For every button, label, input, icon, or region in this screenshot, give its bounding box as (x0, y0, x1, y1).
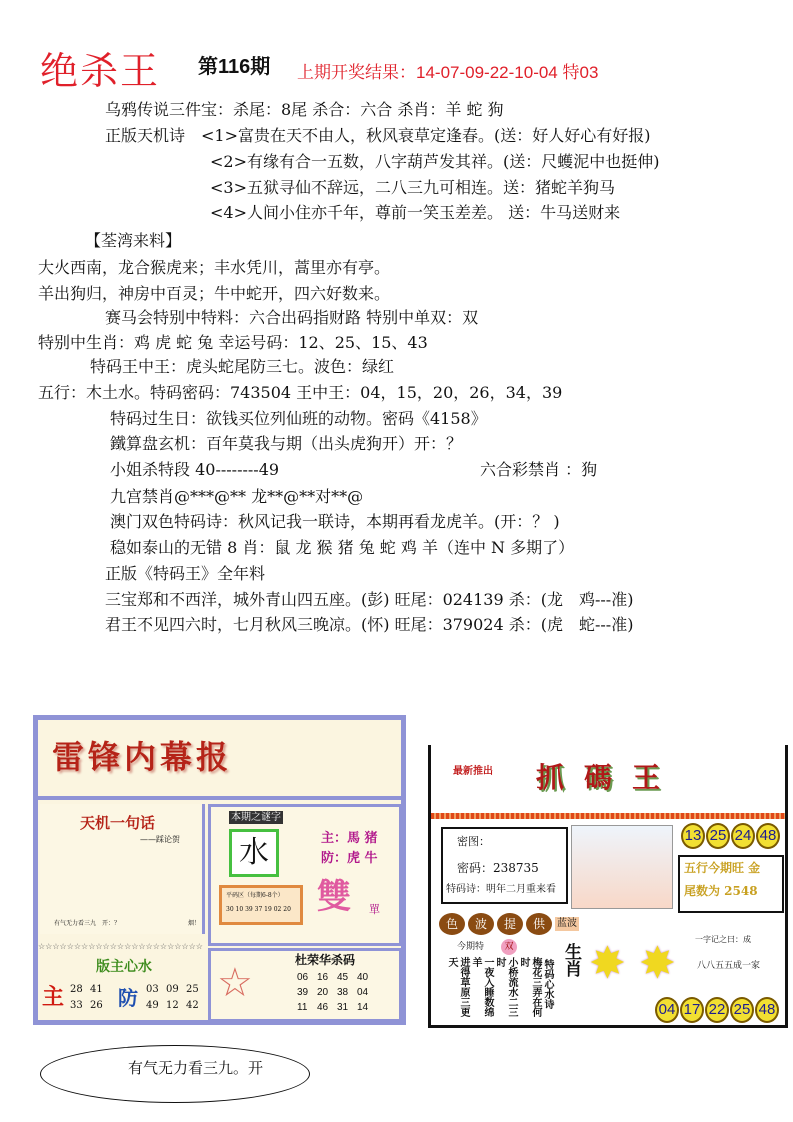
text-line: 特别中生肖：鸡 虎 蛇 兔 幸运号码：12、25、15、43 (38, 333, 428, 352)
tag: 供 (526, 913, 552, 935)
number: 41 (90, 984, 103, 995)
text-line: 君王不见四六时，七月秋风三晚凉。(怀) 旺尾：379024 杀：(虎 蛇---准) (105, 615, 634, 634)
text-line: <4>人间小住亦千年，尊前一笑玉差差。 送：牛马送财来 (210, 203, 621, 222)
balls-top (681, 823, 781, 849)
number: 12 (166, 1000, 179, 1011)
new-label: 最新推出 (453, 766, 493, 777)
number: 20 (317, 987, 329, 998)
poem-column: 小桥流水二三时 (494, 957, 517, 1017)
text-line: 稳如泰山的无错 8 肖：鼠 龙 猴 猪 兔 蛇 鸡 羊（连中 N 多期了） (110, 538, 575, 557)
text-line: 特码过生日：欲钱买位列仙班的动物。密码《4158》 (110, 409, 487, 428)
word-box (208, 804, 402, 946)
ping-numbers: 30 10 39 37 19 02 20 (226, 906, 291, 913)
number: 25 (186, 984, 199, 995)
zhu-numbers (70, 984, 110, 1012)
text-line: 特码王中王：虎头蛇尾防三七。波色：绿红 (90, 357, 395, 376)
text-line: 九宫禁肖@***@** 龙**@**对**@ (110, 487, 364, 506)
number: 09 (166, 984, 179, 995)
word-title: 本期之谜字 (231, 812, 281, 823)
banzhu-title: 版主心水 (96, 959, 152, 975)
yizi-text: 一字记之曰：成 (695, 935, 751, 944)
section-heading: 【荃湾来料】 (85, 231, 182, 250)
number-ball: 48 (756, 823, 780, 849)
kill-numbers (297, 971, 377, 1014)
mitu-label: 密图： (457, 835, 490, 848)
number-ball: 48 (755, 997, 779, 1023)
weishu: 尾数为 2548 (684, 884, 758, 898)
text-line: 鐵算盘玄机：百年莫我与期（出头虎狗开）开：？ (110, 434, 463, 453)
text-line: 澳门双色特码诗：秋风记我一联诗，本期再看龙虎羊。(开：？ ) (110, 512, 560, 531)
number-ball: 25 (706, 823, 730, 849)
text-line: 乌鸦传说三件宝：杀尾：8尾 杀合：六合 杀肖：羊 蛇 狗 (105, 100, 504, 119)
number: 38 (337, 987, 349, 998)
mima: 密码：238735 (457, 861, 539, 875)
tag-extra: 蓝波 (557, 918, 577, 929)
number-ball: 24 (731, 823, 755, 849)
fang-zodiac: 防：虎 牛 (321, 851, 378, 866)
tianji-sub: ——踩论贺 (140, 835, 180, 844)
ping-box (219, 885, 303, 925)
text-line: 三宝郑和不西洋，城外青山四五座。(彭) 旺尾：024139 杀：(龙 鸡---准) (105, 590, 634, 609)
tag: 色 (439, 913, 465, 935)
number: 49 (146, 1000, 159, 1011)
zhu-label: 主 (42, 984, 65, 1010)
zhuamawang-panel (428, 745, 788, 1028)
tag: 提 (497, 913, 523, 935)
text-line: <3>五狱寻仙不辞远，二八三九可相连。送：猪蛇羊狗马 (210, 178, 615, 197)
number: 45 (337, 972, 349, 983)
jinqi-label: 今期特 (457, 942, 485, 952)
balls-bottom (655, 997, 780, 1023)
decoration-glyph-icon: ☆ (217, 960, 253, 1006)
tags (439, 913, 579, 935)
fang-label: 防 (118, 986, 138, 1010)
zhu-zodiac: 主：馬 猪 (321, 831, 378, 846)
cloud-text: 有气无力看三九。开 (128, 1059, 264, 1077)
number-ball: 04 (655, 997, 679, 1023)
star-burst-icon: ✸ (639, 938, 676, 989)
number: 16 (317, 972, 329, 983)
fang-numbers (146, 984, 206, 1012)
number: 06 (297, 972, 309, 983)
panel-header (38, 720, 401, 800)
number: 31 (337, 1002, 349, 1013)
number: 04 (357, 987, 369, 998)
text-line: 正版天机诗 <1>富贵在天不由人，秋风衰草定逢春。(送：好人好心有好报) (105, 126, 651, 145)
tianji-foot: 有气无力看三九 开：？ (54, 920, 121, 927)
kill-box (208, 948, 402, 1022)
dan-badge: 單 (369, 903, 380, 916)
brand-title: 绝杀王 (40, 49, 161, 93)
jinqi-value: 双 (501, 939, 517, 955)
number: 26 (90, 1000, 103, 1011)
number-ball: 22 (705, 997, 729, 1023)
text-line: 五行：木土水。特码密码：743504 王中王：04，15，20，26，34，39 (38, 383, 563, 402)
divider (431, 813, 785, 819)
issue-number: 第116期 (198, 56, 271, 78)
star-burst-icon: ✸ (589, 938, 626, 989)
number: 14 (357, 1002, 369, 1013)
number: 28 (70, 984, 83, 995)
panel-title: 抓碼王 (536, 761, 681, 794)
wuxing-box (678, 855, 784, 913)
tianji-box (40, 804, 205, 934)
poem-column: 特码心水诗 (542, 959, 553, 1009)
number-ball: 25 (730, 997, 754, 1023)
panel-title: 雷锋内幕报 (52, 738, 233, 776)
shengxiao-label: 生肖 (561, 943, 581, 977)
number: 42 (186, 1000, 199, 1011)
text-line: <2>有缘有合一五数，八字葫芦发其祥。(送：尺蠖泥中也挺伸) (210, 152, 660, 171)
wuxing: 五行今期旺 金 (684, 861, 761, 875)
poem-column: 一夜入睡数绵羊 (470, 957, 493, 1017)
poem-column: 梅花三弄在何时 (518, 957, 541, 1017)
tianji-title: 天机一句话 (80, 814, 156, 832)
text-line: 大火西南，龙合猴虎来；丰水凭川，蒿里亦有亭。 (38, 258, 391, 277)
number: 46 (317, 1002, 329, 1013)
poem-column: 进得草原三更天 (446, 957, 469, 1017)
ping-title: 平码区（每期6-8个） (226, 892, 284, 899)
mystery-picture (571, 825, 673, 909)
kill-title: 杜荣华杀码 (295, 953, 356, 967)
mima-box (441, 827, 568, 904)
number: 40 (357, 972, 369, 983)
text-line: 正版《特码王》全年料 (105, 564, 266, 583)
last-result: 上期开奖结果：14-07-09-22-10-04 特03 (297, 63, 599, 82)
number: 39 (297, 987, 309, 998)
bajia-text: 八八五五成一家 (697, 961, 761, 971)
number: 03 (146, 984, 159, 995)
number: 33 (70, 1000, 83, 1011)
star-divider: ☆☆☆☆☆☆☆☆☆☆☆☆☆☆☆☆☆☆☆☆☆☆☆ (38, 942, 203, 951)
leifeng-panel (33, 715, 406, 1025)
poem-line: 特码诗：明年二月重来看 (446, 884, 556, 895)
number: 11 (297, 1002, 308, 1013)
mystery-word: 水 (229, 829, 279, 877)
tianji-foot-right: 烟！ (188, 920, 201, 927)
text-line: 赛马会特别中特料：六合出码指财路 特别中单双：双 (105, 308, 479, 327)
shuang-badge: 雙 (317, 877, 351, 917)
tag: 波 (468, 913, 494, 935)
text-line: 羊出狗归，神房中百灵；牛中蛇开，四六好数来。 (38, 284, 391, 303)
side-note: 六合彩禁肖 ：狗 (480, 460, 598, 479)
text-line: 小姐杀特段 40--------49 (110, 460, 280, 479)
number-ball: 17 (680, 997, 704, 1023)
number-ball: 13 (681, 823, 705, 849)
